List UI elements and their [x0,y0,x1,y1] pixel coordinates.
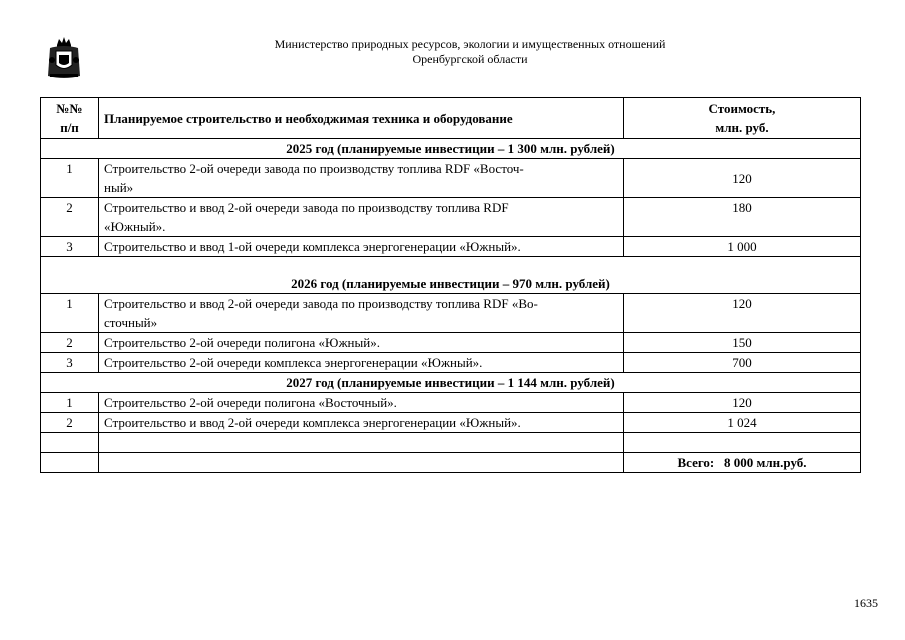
table-row [41,393,861,413]
header-cost: Стоимость, млн. руб. [624,98,861,139]
table-row [41,353,861,373]
coat-of-arms-icon [44,36,84,80]
row-number: 1 [41,393,99,413]
row-description: Строительство и ввод 2-ой очереди завода по производству топлива RDF «Во- сточный» [99,294,624,333]
row-cost: 700 [624,353,861,373]
table-row [41,237,861,257]
empty-cell [41,433,99,453]
row-description: Строительство 2-ой очереди полигона «Восточный». [99,393,624,413]
empty-row [41,433,861,453]
document-header [180,37,760,67]
row-cost: 180 [624,198,861,237]
row-cost: 120 [624,159,861,198]
empty-cell [99,453,624,473]
row-number: 1 [41,294,99,333]
page-number: 1635 [854,596,878,610]
section-title: 2026 год (планируемые инвестиции – 970 млн. рублей) [41,257,861,294]
table-header-row [41,98,861,139]
header-ministry: Министерство природных ресурсов, экологии и имущественных отношений [274,37,666,51]
row-number: 2 [41,333,99,353]
row-number: 2 [41,413,99,433]
empty-cell [624,433,861,453]
row-cost: 1 000 [624,237,861,257]
row-description: Строительство и ввод 2-ой очереди завода по производству топлива RDF «Южный». [99,198,624,237]
row-number: 1 [41,159,99,198]
row-description: Строительство и ввод 2-ой очереди комплекса энергогенерации «Южный». [99,413,624,433]
total-value: Всего: 8 000 млн.руб. [624,453,861,473]
table-row [41,159,861,198]
row-cost: 1 024 [624,413,861,433]
section-title: 2027 год (планируемые инвестиции – 1 144 млн. рублей) [41,373,861,393]
table-row [41,294,861,333]
total-row [41,453,861,473]
row-cost: 120 [624,294,861,333]
row-cost: 150 [624,333,861,353]
empty-cell [99,433,624,453]
row-number: 2 [41,198,99,237]
section-title: 2025 год (планируемые инвестиции – 1 300 млн. рублей) [41,139,861,159]
row-description: Строительство 2-ой очереди завода по производству топлива RDF «Восточ- ный» [99,159,624,198]
header-name: Планируемое строительство и необходжимая техника и оборудование [99,98,624,139]
table-row [41,333,861,353]
section-row [41,139,861,159]
table-row [41,198,861,237]
header-num: №№ п/п [41,98,99,139]
row-number: 3 [41,237,99,257]
row-description: Строительство 2-ой очереди комплекса энергогенерации «Южный». [99,353,624,373]
row-cost: 120 [624,393,861,413]
investment-table [40,97,861,473]
row-description: Строительство 2-ой очереди полигона «Южный». [99,333,624,353]
row-description: Строительство и ввод 1-ой очереди комплекса энергогенерации «Южный». [99,237,624,257]
section-row [41,257,861,294]
header-region: Оренбургской области [412,52,528,66]
table-body [41,139,861,473]
row-number: 3 [41,353,99,373]
empty-cell [41,453,99,473]
section-row [41,373,861,393]
table-row [41,413,861,433]
